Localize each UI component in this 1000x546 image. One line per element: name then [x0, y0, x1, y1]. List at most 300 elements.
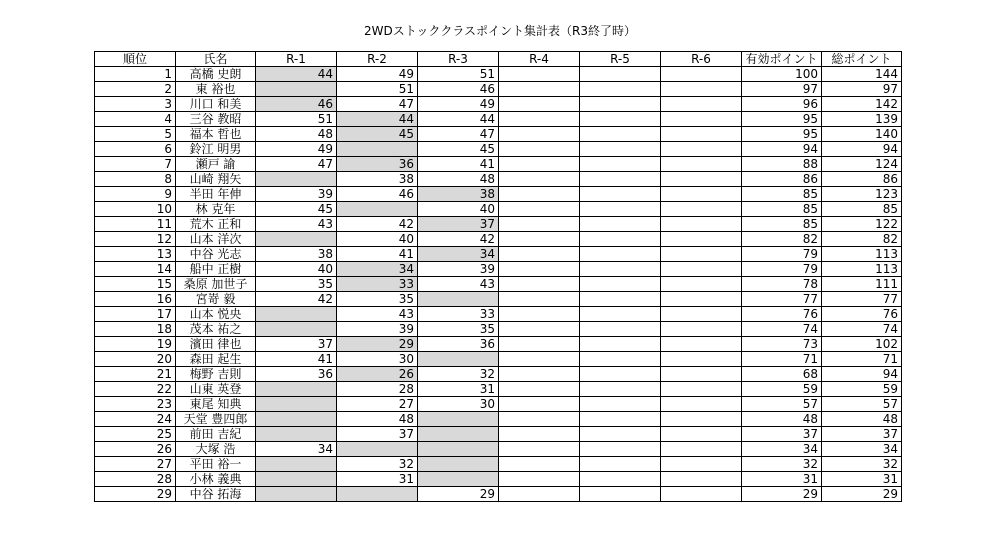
r4-cell — [499, 82, 580, 97]
total-points-cell: 144 — [822, 67, 902, 82]
total-points-cell: 102 — [822, 337, 902, 352]
name-cell: 荒木 正和 — [176, 217, 256, 232]
valid-points-cell: 48 — [742, 412, 822, 427]
rank-cell: 19 — [95, 337, 176, 352]
points-table — [94, 51, 902, 502]
r4-cell — [499, 367, 580, 382]
r4-cell — [499, 157, 580, 172]
r6-cell — [661, 262, 742, 277]
header-r1: R-1 — [256, 52, 337, 67]
r2-cell: 41 — [337, 247, 418, 262]
r3-cell: 46 — [418, 82, 499, 97]
rank-cell: 10 — [95, 202, 176, 217]
r5-cell — [580, 352, 661, 367]
r1-cell: 44 — [256, 67, 337, 82]
r1-cell — [256, 172, 337, 187]
table-row — [95, 427, 902, 442]
name-cell: 林 克年 — [176, 202, 256, 217]
r2-cell: 45 — [337, 127, 418, 142]
r1-cell — [256, 82, 337, 97]
r2-cell: 49 — [337, 67, 418, 82]
name-cell: 川口 和美 — [176, 97, 256, 112]
rank-cell: 11 — [95, 217, 176, 232]
table-row — [95, 142, 902, 157]
r6-cell — [661, 412, 742, 427]
total-points-cell: 142 — [822, 97, 902, 112]
r5-cell — [580, 217, 661, 232]
r4-cell — [499, 457, 580, 472]
r5-cell — [580, 157, 661, 172]
rank-cell: 15 — [95, 277, 176, 292]
valid-points-cell: 94 — [742, 142, 822, 157]
table-row — [95, 397, 902, 412]
r5-cell — [580, 97, 661, 112]
rank-cell: 20 — [95, 352, 176, 367]
r2-cell: 38 — [337, 172, 418, 187]
total-points-cell: 113 — [822, 247, 902, 262]
table-row — [95, 97, 902, 112]
r3-cell: 49 — [418, 97, 499, 112]
r6-cell — [661, 97, 742, 112]
r4-cell — [499, 352, 580, 367]
r1-cell: 42 — [256, 292, 337, 307]
r5-cell — [580, 457, 661, 472]
r3-cell — [418, 427, 499, 442]
total-points-cell: 48 — [822, 412, 902, 427]
r4-cell — [499, 472, 580, 487]
r1-cell: 39 — [256, 187, 337, 202]
table-row — [95, 412, 902, 427]
name-cell: 小林 義典 — [176, 472, 256, 487]
r6-cell — [661, 487, 742, 502]
header-r5: R-5 — [580, 52, 661, 67]
r2-cell: 46 — [337, 187, 418, 202]
valid-points-cell: 76 — [742, 307, 822, 322]
r4-cell — [499, 202, 580, 217]
r2-cell: 26 — [337, 367, 418, 382]
r6-cell — [661, 322, 742, 337]
r6-cell — [661, 337, 742, 352]
r3-cell: 47 — [418, 127, 499, 142]
r1-cell: 36 — [256, 367, 337, 382]
table-row — [95, 157, 902, 172]
name-cell: 山本 洋次 — [176, 232, 256, 247]
total-points-cell: 32 — [822, 457, 902, 472]
rank-cell: 14 — [95, 262, 176, 277]
r5-cell — [580, 67, 661, 82]
name-cell: 東尾 知典 — [176, 397, 256, 412]
r1-cell: 46 — [256, 97, 337, 112]
r3-cell: 39 — [418, 262, 499, 277]
r2-cell: 34 — [337, 262, 418, 277]
total-points-cell: 140 — [822, 127, 902, 142]
r2-cell: 47 — [337, 97, 418, 112]
r6-cell — [661, 382, 742, 397]
r2-cell — [337, 487, 418, 502]
r5-cell — [580, 412, 661, 427]
rank-cell: 6 — [95, 142, 176, 157]
valid-points-cell: 29 — [742, 487, 822, 502]
r1-cell: 49 — [256, 142, 337, 157]
r4-cell — [499, 262, 580, 277]
total-points-cell: 29 — [822, 487, 902, 502]
r1-cell — [256, 322, 337, 337]
table-row — [95, 367, 902, 382]
total-points-cell: 139 — [822, 112, 902, 127]
total-points-cell: 123 — [822, 187, 902, 202]
r2-cell: 43 — [337, 307, 418, 322]
rank-cell: 4 — [95, 112, 176, 127]
valid-points-cell: 95 — [742, 112, 822, 127]
r6-cell — [661, 67, 742, 82]
header-r3: R-3 — [418, 52, 499, 67]
r4-cell — [499, 97, 580, 112]
r3-cell: 48 — [418, 172, 499, 187]
r3-cell: 32 — [418, 367, 499, 382]
valid-points-cell: 82 — [742, 232, 822, 247]
total-points-cell: 85 — [822, 202, 902, 217]
r5-cell — [580, 382, 661, 397]
table-row — [95, 457, 902, 472]
total-points-cell: 34 — [822, 442, 902, 457]
r5-cell — [580, 232, 661, 247]
table-row — [95, 337, 902, 352]
r2-cell — [337, 142, 418, 157]
name-cell: 中谷 光志 — [176, 247, 256, 262]
r4-cell — [499, 232, 580, 247]
r5-cell — [580, 172, 661, 187]
r3-cell: 43 — [418, 277, 499, 292]
total-points-cell: 71 — [822, 352, 902, 367]
r4-cell — [499, 142, 580, 157]
name-cell: 茂本 祐之 — [176, 322, 256, 337]
rank-cell: 9 — [95, 187, 176, 202]
r3-cell — [418, 352, 499, 367]
rank-cell: 7 — [95, 157, 176, 172]
name-cell: 中谷 拓海 — [176, 487, 256, 502]
r2-cell — [337, 442, 418, 457]
r1-cell: 45 — [256, 202, 337, 217]
table-row — [95, 292, 902, 307]
header-r6: R-6 — [661, 52, 742, 67]
r3-cell: 35 — [418, 322, 499, 337]
r4-cell — [499, 277, 580, 292]
r4-cell — [499, 442, 580, 457]
table-row — [95, 262, 902, 277]
r5-cell — [580, 337, 661, 352]
r6-cell — [661, 277, 742, 292]
r5-cell — [580, 487, 661, 502]
total-points-cell: 124 — [822, 157, 902, 172]
r1-cell — [256, 412, 337, 427]
r5-cell — [580, 127, 661, 142]
r5-cell — [580, 82, 661, 97]
r4-cell — [499, 412, 580, 427]
header-r4: R-4 — [499, 52, 580, 67]
rank-cell: 16 — [95, 292, 176, 307]
name-cell: 宮嵜 毅 — [176, 292, 256, 307]
page-title: 2WDストッククラスポイント集計表（R3終了時） — [364, 24, 636, 38]
rank-cell: 28 — [95, 472, 176, 487]
r3-cell: 30 — [418, 397, 499, 412]
valid-points-cell: 79 — [742, 247, 822, 262]
total-points-cell: 113 — [822, 262, 902, 277]
r1-cell: 35 — [256, 277, 337, 292]
r6-cell — [661, 442, 742, 457]
table-row — [95, 67, 902, 82]
r3-cell — [418, 457, 499, 472]
valid-points-cell: 85 — [742, 217, 822, 232]
r1-cell: 48 — [256, 127, 337, 142]
r1-cell: 40 — [256, 262, 337, 277]
total-points-cell: 31 — [822, 472, 902, 487]
table-row — [95, 247, 902, 262]
total-points-cell: 76 — [822, 307, 902, 322]
table-row — [95, 202, 902, 217]
name-cell: 天堂 豊四郎 — [176, 412, 256, 427]
valid-points-cell: 100 — [742, 67, 822, 82]
r6-cell — [661, 352, 742, 367]
r1-cell — [256, 472, 337, 487]
name-cell: 瀬戸 諭 — [176, 157, 256, 172]
r6-cell — [661, 232, 742, 247]
total-points-cell: 77 — [822, 292, 902, 307]
table-row — [95, 127, 902, 142]
valid-points-cell: 86 — [742, 172, 822, 187]
r1-cell: 34 — [256, 442, 337, 457]
table-row — [95, 232, 902, 247]
r3-cell: 41 — [418, 157, 499, 172]
header-row — [95, 52, 902, 67]
rank-cell: 22 — [95, 382, 176, 397]
table-row — [95, 277, 902, 292]
r5-cell — [580, 202, 661, 217]
r3-cell — [418, 292, 499, 307]
r6-cell — [661, 172, 742, 187]
r4-cell — [499, 67, 580, 82]
r2-cell: 51 — [337, 82, 418, 97]
valid-points-cell: 68 — [742, 367, 822, 382]
rank-cell: 1 — [95, 67, 176, 82]
total-points-cell: 94 — [822, 367, 902, 382]
r4-cell — [499, 487, 580, 502]
valid-points-cell: 85 — [742, 187, 822, 202]
table-row — [95, 112, 902, 127]
rank-cell: 24 — [95, 412, 176, 427]
table-row — [95, 487, 902, 502]
r5-cell — [580, 427, 661, 442]
r2-cell: 29 — [337, 337, 418, 352]
r3-cell: 34 — [418, 247, 499, 262]
r3-cell: 51 — [418, 67, 499, 82]
r2-cell: 35 — [337, 292, 418, 307]
r1-cell — [256, 427, 337, 442]
r2-cell: 39 — [337, 322, 418, 337]
r5-cell — [580, 472, 661, 487]
r6-cell — [661, 202, 742, 217]
r6-cell — [661, 457, 742, 472]
r4-cell — [499, 427, 580, 442]
name-cell: 船中 正樹 — [176, 262, 256, 277]
r5-cell — [580, 397, 661, 412]
valid-points-cell: 95 — [742, 127, 822, 142]
rank-cell: 13 — [95, 247, 176, 262]
r1-cell: 37 — [256, 337, 337, 352]
name-cell: 大塚 浩 — [176, 442, 256, 457]
table-row — [95, 82, 902, 97]
r4-cell — [499, 337, 580, 352]
r5-cell — [580, 112, 661, 127]
r3-cell: 44 — [418, 112, 499, 127]
total-points-cell: 59 — [822, 382, 902, 397]
r2-cell: 31 — [337, 472, 418, 487]
r3-cell: 45 — [418, 142, 499, 157]
r2-cell: 33 — [337, 277, 418, 292]
r1-cell — [256, 397, 337, 412]
r4-cell — [499, 307, 580, 322]
table-body — [95, 67, 902, 502]
valid-points-cell: 34 — [742, 442, 822, 457]
valid-points-cell: 37 — [742, 427, 822, 442]
r6-cell — [661, 307, 742, 322]
r1-cell — [256, 382, 337, 397]
r5-cell — [580, 307, 661, 322]
rank-cell: 23 — [95, 397, 176, 412]
r3-cell: 31 — [418, 382, 499, 397]
r6-cell — [661, 82, 742, 97]
r2-cell: 44 — [337, 112, 418, 127]
r2-cell: 32 — [337, 457, 418, 472]
total-points-cell: 74 — [822, 322, 902, 337]
r4-cell — [499, 127, 580, 142]
rank-cell: 26 — [95, 442, 176, 457]
r3-cell — [418, 442, 499, 457]
r3-cell: 33 — [418, 307, 499, 322]
r3-cell: 29 — [418, 487, 499, 502]
r6-cell — [661, 157, 742, 172]
r5-cell — [580, 142, 661, 157]
valid-points-cell: 78 — [742, 277, 822, 292]
total-points-cell: 122 — [822, 217, 902, 232]
r4-cell — [499, 382, 580, 397]
valid-points-cell: 79 — [742, 262, 822, 277]
rank-cell: 21 — [95, 367, 176, 382]
table-row — [95, 187, 902, 202]
r5-cell — [580, 277, 661, 292]
r5-cell — [580, 322, 661, 337]
header-r2: R-2 — [337, 52, 418, 67]
r5-cell — [580, 292, 661, 307]
r4-cell — [499, 187, 580, 202]
r3-cell — [418, 472, 499, 487]
name-cell: 半田 年伸 — [176, 187, 256, 202]
r2-cell: 27 — [337, 397, 418, 412]
r1-cell: 51 — [256, 112, 337, 127]
table-row — [95, 442, 902, 457]
r3-cell: 40 — [418, 202, 499, 217]
r4-cell — [499, 217, 580, 232]
name-cell: 梅野 吉則 — [176, 367, 256, 382]
total-points-cell: 97 — [822, 82, 902, 97]
valid-points-cell: 57 — [742, 397, 822, 412]
name-cell: 高橋 史朗 — [176, 67, 256, 82]
r1-cell — [256, 307, 337, 322]
name-cell: 桑原 加世子 — [176, 277, 256, 292]
name-cell: 東 裕也 — [176, 82, 256, 97]
rank-cell: 2 — [95, 82, 176, 97]
name-cell: 鈴江 明男 — [176, 142, 256, 157]
r3-cell: 38 — [418, 187, 499, 202]
r6-cell — [661, 367, 742, 382]
name-cell: 山東 英登 — [176, 382, 256, 397]
header-total-points: 総ポイント — [822, 52, 902, 67]
total-points-cell: 82 — [822, 232, 902, 247]
r2-cell: 42 — [337, 217, 418, 232]
name-cell: 福本 哲也 — [176, 127, 256, 142]
r2-cell: 37 — [337, 427, 418, 442]
r1-cell: 47 — [256, 157, 337, 172]
r5-cell — [580, 187, 661, 202]
r6-cell — [661, 247, 742, 262]
r1-cell: 38 — [256, 247, 337, 262]
r5-cell — [580, 442, 661, 457]
r6-cell — [661, 112, 742, 127]
total-points-cell: 111 — [822, 277, 902, 292]
r4-cell — [499, 172, 580, 187]
r1-cell — [256, 232, 337, 247]
r5-cell — [580, 367, 661, 382]
name-cell: 山本 悦央 — [176, 307, 256, 322]
valid-points-cell: 96 — [742, 97, 822, 112]
r6-cell — [661, 472, 742, 487]
header-valid-points: 有効ポイント — [742, 52, 822, 67]
r6-cell — [661, 292, 742, 307]
valid-points-cell: 31 — [742, 472, 822, 487]
table-row — [95, 217, 902, 232]
rank-cell: 25 — [95, 427, 176, 442]
valid-points-cell: 71 — [742, 352, 822, 367]
rank-cell: 17 — [95, 307, 176, 322]
table-row — [95, 307, 902, 322]
r4-cell — [499, 247, 580, 262]
r5-cell — [580, 247, 661, 262]
total-points-cell: 86 — [822, 172, 902, 187]
table-row — [95, 322, 902, 337]
total-points-cell: 37 — [822, 427, 902, 442]
r1-cell: 43 — [256, 217, 337, 232]
rank-cell: 12 — [95, 232, 176, 247]
r2-cell: 30 — [337, 352, 418, 367]
valid-points-cell: 32 — [742, 457, 822, 472]
r3-cell: 37 — [418, 217, 499, 232]
r4-cell — [499, 397, 580, 412]
r1-cell: 41 — [256, 352, 337, 367]
name-cell: 濱田 律也 — [176, 337, 256, 352]
valid-points-cell: 59 — [742, 382, 822, 397]
r2-cell: 36 — [337, 157, 418, 172]
r4-cell — [499, 292, 580, 307]
valid-points-cell: 77 — [742, 292, 822, 307]
r3-cell — [418, 412, 499, 427]
r1-cell — [256, 457, 337, 472]
r3-cell: 42 — [418, 232, 499, 247]
r1-cell — [256, 487, 337, 502]
r3-cell: 36 — [418, 337, 499, 352]
r6-cell — [661, 397, 742, 412]
total-points-cell: 94 — [822, 142, 902, 157]
r5-cell — [580, 262, 661, 277]
r2-cell: 40 — [337, 232, 418, 247]
